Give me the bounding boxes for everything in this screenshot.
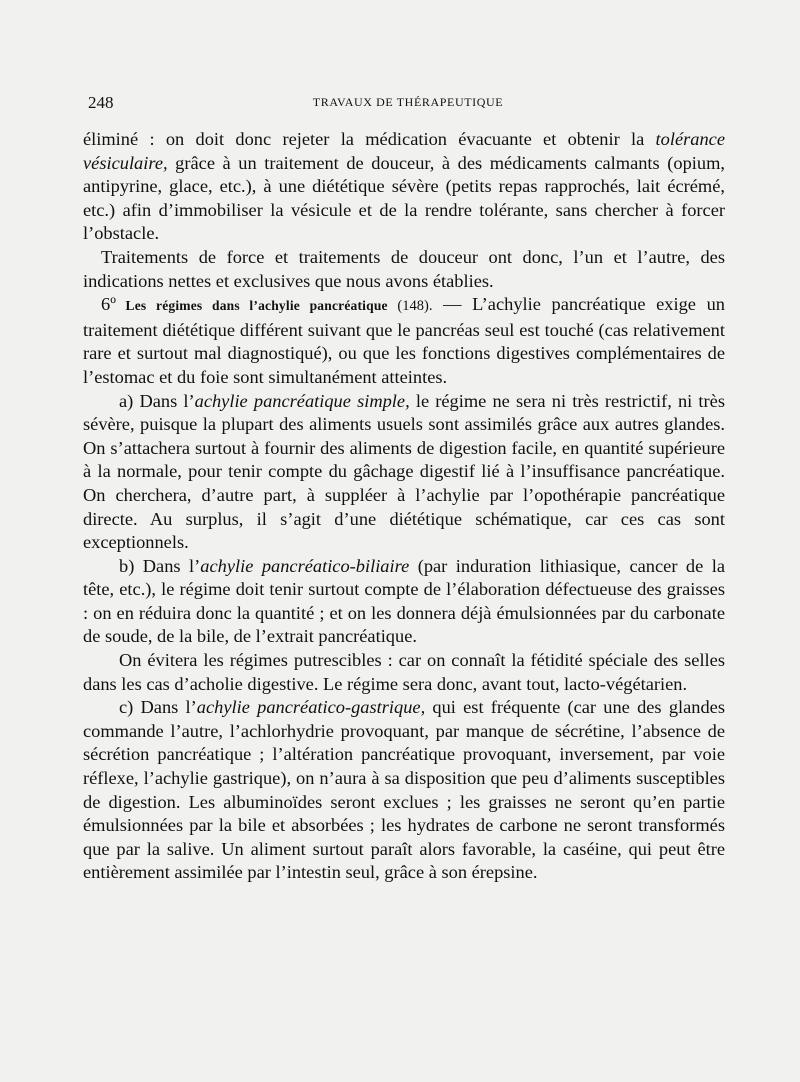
paragraph-4 [83,390,725,555]
p1-italic: tolérance vésiculaire, [83,129,725,173]
p4-italic: achylie pancréatique simple, [194,390,410,411]
paragraph-7 [83,696,725,885]
paragraph-2: Traitements de force et traitements de douceur ont donc, l’un et l’autre, des indications nettes et exclusives que nous avons établies. [83,246,725,291]
p5-text-a: b) Dans l’ [119,555,201,576]
p7-text-a: c) Dans l’ [119,697,197,718]
section-title: Les régimes dans l’achylie pancréatique [115,298,388,314]
p4-text-b: le régime ne sera ni très restrictif, ni très sévère, puisque la plupart des aliments usuels sont assimilés grâce aux autres glandes. On s’attachera surtout à fournir des aliments de digestion facile, en quantité supérieure à la normale, pour tenir compte du gâchage digestif lié à l’insuffisance pancréatique. On cherchera, d’autre part, à suppléer à l’achylie par l’opothérapie pancréatique directe. Au surplus, il s’agit d’une diététique schématique, car ces cas sont exceptionnels. [83,390,725,553]
page-header [88,93,728,113]
p5-italic: achylie pancréatico-biliaire [200,555,410,576]
p1-text-a: éliminé : on doit donc rejeter la médication évacuante et obtenir la [83,129,656,149]
p7-text-b: qui est fréquente (car une des glandes commande l’autre, l’achlorhydrie provoquant, par manque de sécrétine, l’absence de sécrétion pancréatique ; l’altération pancréatique provoquant, inversement, par voie réflexe, l’achylie gastrique), on n’aura à sa disposition que peu d’aliments susceptibles de digestion. Les albuminoïdes seront exclues ; les graisses ne seront qu’en partie émulsionnées par la bile et absorbées ; les hydrates de carbone ne seront transformés que par la salive. Un aliment surtout paraît alors favorable, la caséine, qui peut être entièrement assimilée par l’intestin seul, grâce à son érepsine. [83,697,725,883]
p4-text-a: a) Dans l’ [119,390,195,411]
p3-text: — L’achylie pancréatique exige un traitement diététique différent suivant que le pancréas seul est touché (cas relativement rare et surtout mal diagnostiqué), ou que les fonctions digestives complémentaires de l’estomac et du foie sont simultanément atteintes. [83,294,725,387]
p7-italic: achylie pancréatico-gastrique, [196,697,426,718]
page-body [83,128,725,885]
paragraph-3-section [83,293,725,389]
paragraph-6: On évitera les régimes putrescibles : car on connaît la fétidité spéciale des selles dans les cas d’acholie digestive. Le régime sera donc, avant tout, lacto-végétarien. [83,650,725,694]
p1-text-b: grâce à un traitement de douceur, à des médicaments calmants (opium, antipyrine, glace, etc.), à une diététique sévère (petits repas rapprochés, lait écrémé, etc.) afin d’immobiliser la vésicule et de la rendre tolérante, sans chercher à forcer l’obstacle. [83,152,725,244]
running-title: TRAVAUX DE THÉRAPEUTIQUE [312,95,504,109]
paragraph-5 [83,555,725,649]
section-number: 6º [101,294,116,315]
paragraph-1 [83,128,725,246]
page-number: 248 [88,93,114,112]
section-reference: (148). [387,298,433,315]
p5-text-b: (par induration lithiasique, cancer de la tête, etc.), le régime doit tenir surtout compte de l’élaboration défectueuse des graisses : on en réduira donc la quantité ; et on les donnera déjà émulsionnées par du carbonate de soude, de la bile, de l’extrait pancréatique. [83,555,725,647]
